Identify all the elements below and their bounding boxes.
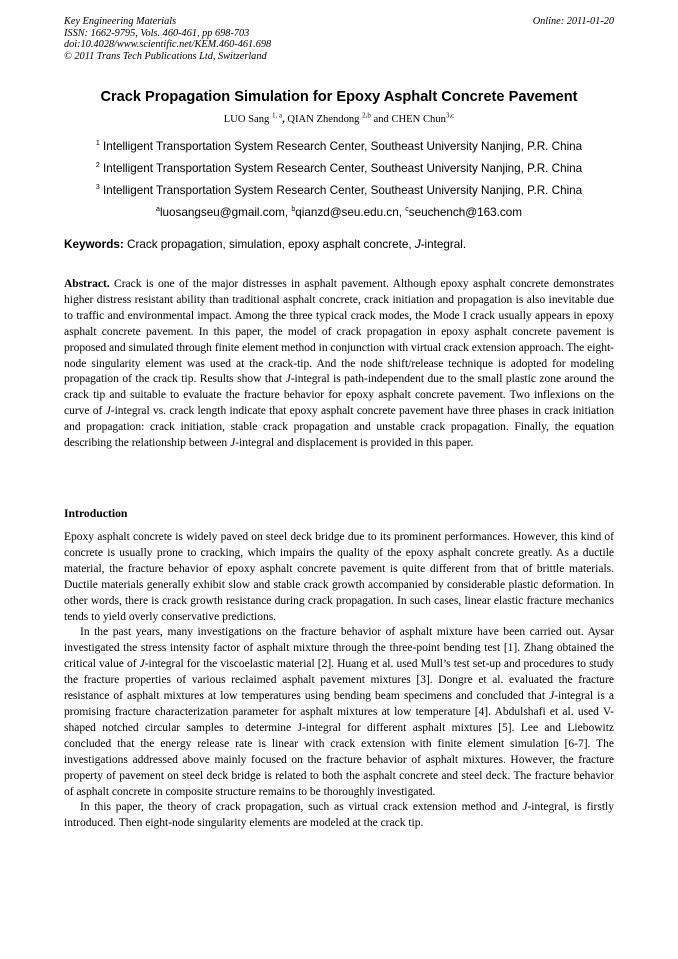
issn-line: ISSN: 1662-9795, Vols. 460-461, pp 698-703 (64, 27, 250, 39)
copyright-line: © 2011 Trans Tech Publications Ltd, Switzerland (64, 50, 267, 62)
journal-name: Key Engineering Materials (64, 16, 177, 27)
abstract-text: Crack is one of the major distresses in asphalt pavement. Although epoxy asphalt concrete demonstrates higher distress resistant ability than traditional asphalt concrete, crack initiation and propagation is also inevitable due to traffic and environmental impact. Among the three typical crack modes, the Mode I crack usually appears in epoxy asphalt concrete pavement. In this paper, the model of crack propagation in epoxy asphalt concrete pavement is proposed and simulated through finite element method in conjunction with virtual crack extension approach. The eight-node singularity element was used at the crack-tip. And the node shift/release technique is adopted for modeling propagation of the crack tip. Results show that (64, 278, 614, 386)
author-sep: and (370, 114, 392, 125)
abstract-label: Abstract. (64, 278, 110, 290)
affiliation-text: Intelligent Transportation System Research Center, Southeast University Nanjing, P.R. China (99, 140, 583, 153)
introduction-body (64, 530, 614, 832)
affiliation-num: 2 (95, 162, 100, 170)
intro-paragraph-3 (64, 800, 614, 832)
j-symbol: J (139, 658, 145, 671)
keywords-tail: -integral. (420, 238, 467, 251)
email-a[interactable]: luosangseu@gmail.com, (159, 206, 292, 219)
intro-paragraph-1: Epoxy asphalt concrete is widely paved on steel deck bridge due to its prominent performances. However, this kind of concrete is usually prone to cracking, which impairs the quality of the epoxy asphalt concrete greatly. As a ductile material, the fracture behavior of epoxy asphalt concrete pavement is quite different from that of brittle materials. Ductile materials generally exhibit slow and stable crack growth accompanied by considerable plastic deformation. In other words, there is crack growth resistance during crack propagation. In such cases, linear elastic fracture mechanics tends to yield overly conservative predictions. (64, 531, 614, 623)
email-line (40, 206, 638, 219)
affiliation-3 (40, 184, 638, 197)
email-sup: c (405, 206, 409, 214)
author-3: CHEN Chun (391, 114, 446, 125)
abstract-text: -integral vs. crack length indicate that epoxy asphalt concrete pavement have three phases in crack initiation and propagation: crack initiation, stable crack propagation and unstable crack propagation. Finally, the equation describing the relationship between (64, 405, 614, 450)
paper-title: Crack Propagation Simulation for Epoxy Asphalt Concrete Pavement (100, 89, 578, 105)
abstract-text: -integral is path-independent due to the small plastic zone around the crack tip and suitable to evaluate the fracture behavior for epoxy asphalt concrete pavement. Two inflexions on the curve of (64, 373, 615, 418)
email-b[interactable]: qianzd@seu.edu.cn, (295, 206, 406, 219)
author-line (40, 111, 638, 125)
keywords-label: Keywords: (64, 238, 124, 251)
affiliation-1 (40, 140, 638, 153)
affiliation-2 (40, 162, 638, 175)
paragraph-text: In this paper, the theory of crack propagation, such as virtual crack extension method and (80, 801, 523, 814)
paragraph-text: -integral for the viscoelastic material [2]. Huang et al. used Mull’s test set-up and procedures to study the fracture properties of various reclaimed asphalt pavement mixtures [3]. Dongre et al. evaluated the fracture resistance of asphalt mixtures at low temperatures using bending beam specimens and concluded that (64, 658, 615, 703)
doi-line[interactable]: doi:10.4028/www.scientific.net/KEM.460-461.698 (64, 39, 272, 51)
abstract-text: -integral and displacement is provided in this paper. (235, 437, 474, 450)
paragraph-text: -integral is a promising fracture characterization parameter for asphalt mixtures at low temperature [4]. Abdulshafi et al. used V-shaped notched circular samples to determine J-integral for different asphalt mixtures [5]. Lee and Liebowitz concluded that the energy release rate is linear with crack extension with finite element simulation [6-7]. The investigations addressed above mainly focused on the fracture behavior of asphalt mixtures. However, the fracture property of pavement on steel deck bridge is related to both the asphalt concrete and steel deck. The fracture behavior of asphalt concrete in composite structure remains to be thoroughly investigated. (64, 690, 614, 798)
section-heading-introduction: Introduction (64, 507, 128, 520)
email-sup: b (291, 206, 296, 214)
author-1-sup: 1, a (271, 111, 283, 120)
abstract (64, 277, 614, 452)
author-3-sup: 3,c (445, 111, 455, 120)
intro-paragraph-2 (64, 625, 614, 800)
keywords-text: Crack propagation, simulation, epoxy asphalt concrete, (123, 238, 415, 251)
affiliation-text: Intelligent Transportation System Research Center, Southeast University Nanjing, P.R. China (99, 184, 583, 197)
email-c[interactable]: seuchench@163.com (408, 206, 522, 219)
author-1: LUO Sang (223, 114, 272, 125)
paragraph-text: In the past years, many investigations on the fracture behavior of asphalt mixture have been carried out. Aysar investigated the stress intensity factor of asphalt mixture through the three-point bending test [1]. Zhang obtained the critical value of (64, 626, 614, 671)
j-symbol: J (105, 405, 111, 418)
paragraph-text: -integral, is firstly introduced. Then eight-node singularity elements are modeled at the crack tip. (64, 801, 614, 830)
email-sup: a (156, 206, 160, 214)
author-sep: , (282, 114, 285, 125)
affiliation-text: Intelligent Transportation System Research Center, Southeast University Nanjing, P.R. China (99, 162, 583, 175)
keywords (64, 238, 624, 251)
j-symbol: J (549, 690, 555, 703)
j-symbol: J (230, 437, 236, 450)
author-2: QIAN Zhendong (284, 114, 363, 125)
affiliation-num: 1 (95, 140, 100, 148)
journal-header (64, 16, 271, 62)
author-2-sup: 2,b (362, 111, 371, 120)
affiliation-num: 3 (95, 184, 100, 192)
j-symbol: J (285, 373, 291, 386)
online-date: Online: 2011-01-20 (532, 16, 614, 27)
j-symbol: J (522, 801, 528, 814)
keywords-j: J (414, 238, 421, 251)
